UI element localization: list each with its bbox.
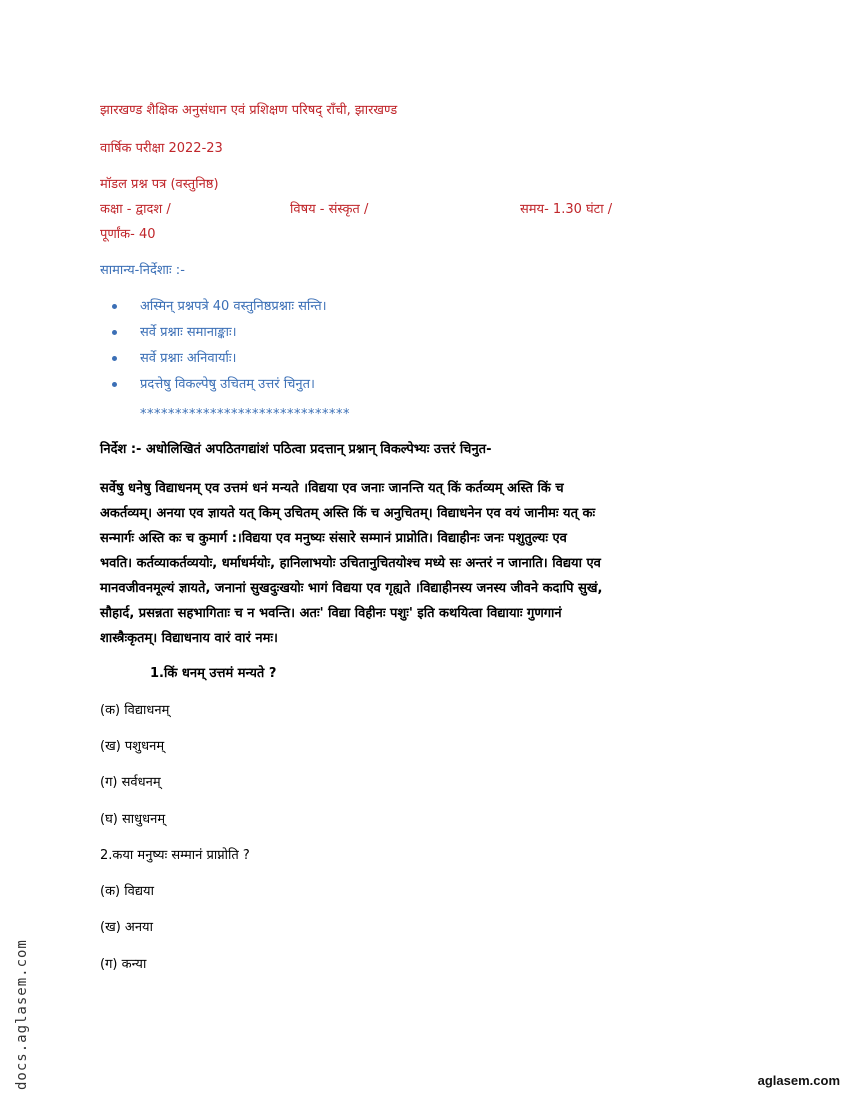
passage-line: मानवजीवनमूल्यं ज्ञायते, जनानां सुखदुःखयोः भागं विद्यया एव गृह्यते ।विद्याहीनस्य जनस्य जीवने कदापि सुखं,: [100, 581, 603, 596]
instruction-item: [112, 350, 327, 376]
passage-line: सन्मार्गः अस्ति कः च कुमार्ग :।विद्यया एव मनुष्यः संसारे सम्मानं प्राप्नोति। विद्याहीनः जनः पशुतुल्यः एव: [100, 531, 567, 546]
board-title: झारखण्ड शैक्षिक अनुसंधान एवं प्रशिक्षण परिषद् राँची, झारखण्ड: [100, 103, 398, 118]
general-instructions-title: सामान्य-निर्देशाः :-: [100, 263, 185, 278]
footer-brand: aglasem.com: [757, 1073, 840, 1088]
instruction-item-text: सर्वे प्रश्नाः अनिवार्याः।: [140, 351, 237, 366]
general-instructions-list: [112, 298, 327, 402]
full-marks-label: पूर्णांक- 40: [100, 227, 156, 242]
instruction-item-text: प्रदत्तेषु विकल्पेषु उचितम् उत्तरं चिनुत।: [140, 377, 315, 392]
bullet-icon: [112, 330, 117, 335]
bullet-icon: [112, 304, 117, 309]
question-1-option-d: (घ) साधुधनम्: [100, 812, 166, 827]
passage-line: भवति। कर्तव्याकर्तव्ययोः, धर्माधर्मयोः, हानिलाभयोः उचितानुचितयोश्च मध्ये सः अन्तरं न जानाति। विद्यया एव: [100, 556, 601, 571]
question-2-option-c: (ग) कन्या: [100, 957, 147, 972]
instruction-item: [112, 324, 327, 350]
question-1-option-b: (ख) पशुधनम्: [100, 739, 165, 754]
separator-stars: ******************************: [140, 407, 350, 422]
unseen-passage: [100, 476, 750, 651]
bullet-icon: [112, 356, 117, 361]
question-2: 2.कया मनुष्यः सम्मानं प्राप्नोति ?: [100, 848, 250, 863]
passage-instruction: निर्देश :- अधोलिखितं अपठितगद्यांशं पठित्वा प्रदत्तान् प्रश्नान् विकल्पेभ्यः उत्तरं चिनुत-: [100, 442, 492, 457]
bullet-icon: [112, 382, 117, 387]
passage-line: शास्त्रैःकृतम्। विद्याधनाय वारं वारं नमः।: [100, 631, 278, 646]
paper-type: मॉडल प्रश्न पत्र (वस्तुनिष्ठ): [100, 177, 219, 192]
question-1-option-a: (क) विद्याधनम्: [100, 703, 170, 718]
passage-line: सर्वेषु धनेषु विद्याधनम् एव उत्तमं धनं मन्यते ।विद्यया एव जनाः जानन्ति यत् किं कर्तव्यम् अस्ति किं च: [100, 481, 564, 496]
passage-line: सौहार्द, प्रसन्नता सहभागिताः च न भवन्ति। अतः' विद्या विहीनः पशुः' इति कथयित्वा विद्यायाः गुणगानं: [100, 606, 562, 621]
time-label: समय- 1.30 घंटा /: [520, 202, 613, 217]
question-2-option-b: (ख) अनया: [100, 920, 153, 935]
question-1: 1.किं धनम् उत्तमं मन्यते ?: [150, 666, 277, 681]
side-watermark: docs.aglasem.com: [14, 939, 30, 1090]
question-1-option-c: (ग) सर्वधनम्: [100, 775, 161, 790]
question-2-option-a: (क) विद्यया: [100, 884, 154, 899]
instruction-item-text: अस्मिन् प्रश्नपत्रे 40 वस्तुनिष्ठप्रश्नाः सन्ति।: [140, 299, 327, 314]
instruction-item-text: सर्वे प्रश्नाः समानाङ्काः।: [140, 325, 237, 340]
class-label: कक्षा - द्वादश /: [100, 202, 171, 217]
subject-label: विषय - संस्कृत /: [290, 202, 369, 217]
passage-line: अकर्तव्यम्। अनया एव ज्ञायते यत् किम् उचितम् अस्ति किं च अनुचितम्। विद्याधनेन एव वयं जानीमः यत् कः: [100, 506, 596, 521]
instruction-item: [112, 298, 327, 324]
exam-title: वार्षिक परीक्षा 2022-23: [100, 141, 223, 156]
instruction-item: [112, 376, 327, 402]
